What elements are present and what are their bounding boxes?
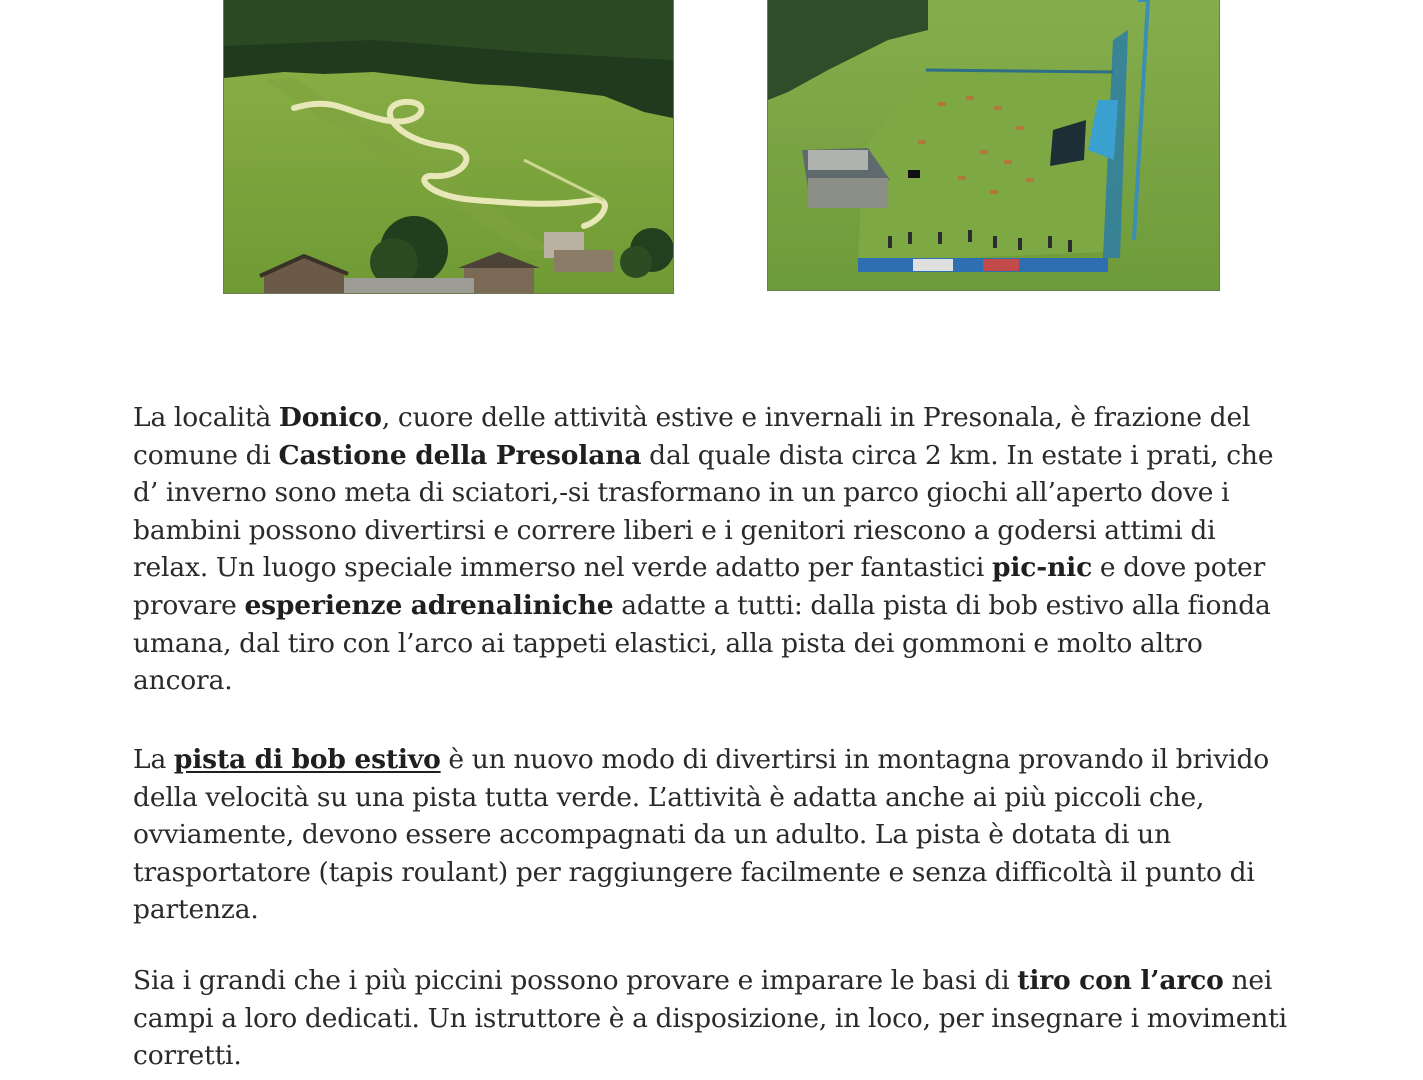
text-run: ancora. bbox=[133, 665, 233, 697]
paragraph-bob-track bbox=[133, 741, 1343, 929]
bold-phrase: Castione della Presolana bbox=[278, 439, 642, 471]
text-run: comune di bbox=[133, 439, 279, 471]
text-run: relax. Un luogo speciale immerso nel verde adatto per fantastici bbox=[133, 552, 992, 584]
text-line bbox=[133, 662, 1343, 700]
bold-phrase: Donico bbox=[278, 402, 382, 433]
bold-phrase: esperienze adrenaliniche bbox=[244, 589, 614, 621]
text-run: d’ inverno sono meta di sciatori,-si trasformano in un parco giochi all’aperto dove i bbox=[133, 477, 1230, 509]
paragraph-text bbox=[133, 962, 1343, 1075]
text-line bbox=[133, 474, 1343, 512]
text-line bbox=[133, 549, 1343, 587]
text-line bbox=[133, 625, 1343, 663]
text-run: partenza. bbox=[133, 894, 259, 926]
underline: pista di bob estivo bbox=[173, 744, 441, 775]
text-run: è un nuovo modo di divertirsi in montagna provando il brivido bbox=[440, 744, 1270, 775]
bold-phrase: pic-nic bbox=[991, 552, 1093, 584]
text-line bbox=[133, 741, 1343, 779]
text-line bbox=[133, 891, 1343, 929]
text-run: ovviamente, devono essere accompagnati da un adulto. La pista è dotata di un bbox=[133, 819, 1171, 851]
text-run: dal quale dista circa 2 km. In estate i prati, che bbox=[641, 439, 1274, 471]
text-run: , cuore delle attività estive e invernali in Presonala, è frazione del bbox=[381, 402, 1251, 433]
text-line bbox=[133, 1000, 1343, 1038]
text-run: della velocità su una pista tutta verde. L’attività è adatta anche ai più piccoli che, bbox=[133, 781, 1205, 813]
text-line bbox=[133, 587, 1343, 625]
text-line bbox=[133, 854, 1343, 892]
text-line bbox=[133, 399, 1343, 437]
text-line bbox=[133, 512, 1343, 550]
bold-phrase: tiro con l’arco bbox=[1017, 965, 1224, 996]
text-run: campi a loro dedicati. Un istruttore è a disposizione, in loco, per insegnare i movimenti bbox=[133, 1002, 1287, 1034]
paragraph-archery bbox=[133, 962, 1343, 1075]
text-run: adatte a tutti: dalla pista di bob estivo alla fionda bbox=[613, 589, 1271, 621]
paragraph-donico bbox=[133, 399, 1343, 700]
text-line bbox=[133, 816, 1343, 854]
archery-field-photo bbox=[768, 0, 1219, 290]
text-run: corretti. bbox=[133, 1040, 242, 1072]
text-run: trasportatore (tapis roulant) per raggiungere facilmente e senza difficoltà il punto di bbox=[133, 856, 1255, 888]
text-run: nei bbox=[1223, 965, 1273, 996]
text-line bbox=[133, 962, 1343, 1000]
archery-field-illustration bbox=[768, 0, 1219, 290]
text-line bbox=[133, 1037, 1343, 1075]
text-line bbox=[133, 779, 1343, 817]
text-run: La località bbox=[133, 402, 279, 433]
text-run: e dove poter bbox=[1092, 552, 1266, 584]
bob-track-illustration bbox=[224, 0, 673, 293]
paragraph-text bbox=[133, 741, 1343, 929]
text-run: Sia i grandi che i più piccini possono provare e imparare le basi di bbox=[133, 965, 1018, 996]
text-line bbox=[133, 437, 1343, 475]
text-run: umana, dal tiro con l’arco ai tappeti elastici, alla pista dei gommoni e molto altro bbox=[133, 627, 1203, 659]
text-run: provare bbox=[133, 589, 245, 621]
paragraph-text bbox=[133, 399, 1343, 700]
text-run: La bbox=[133, 744, 174, 775]
text-run: bambini possono divertirsi e correre liberi e i genitori riescono a godersi attimi di bbox=[133, 514, 1216, 546]
underlined-bold-phrase bbox=[174, 744, 441, 775]
bob-track-photo bbox=[224, 0, 673, 293]
